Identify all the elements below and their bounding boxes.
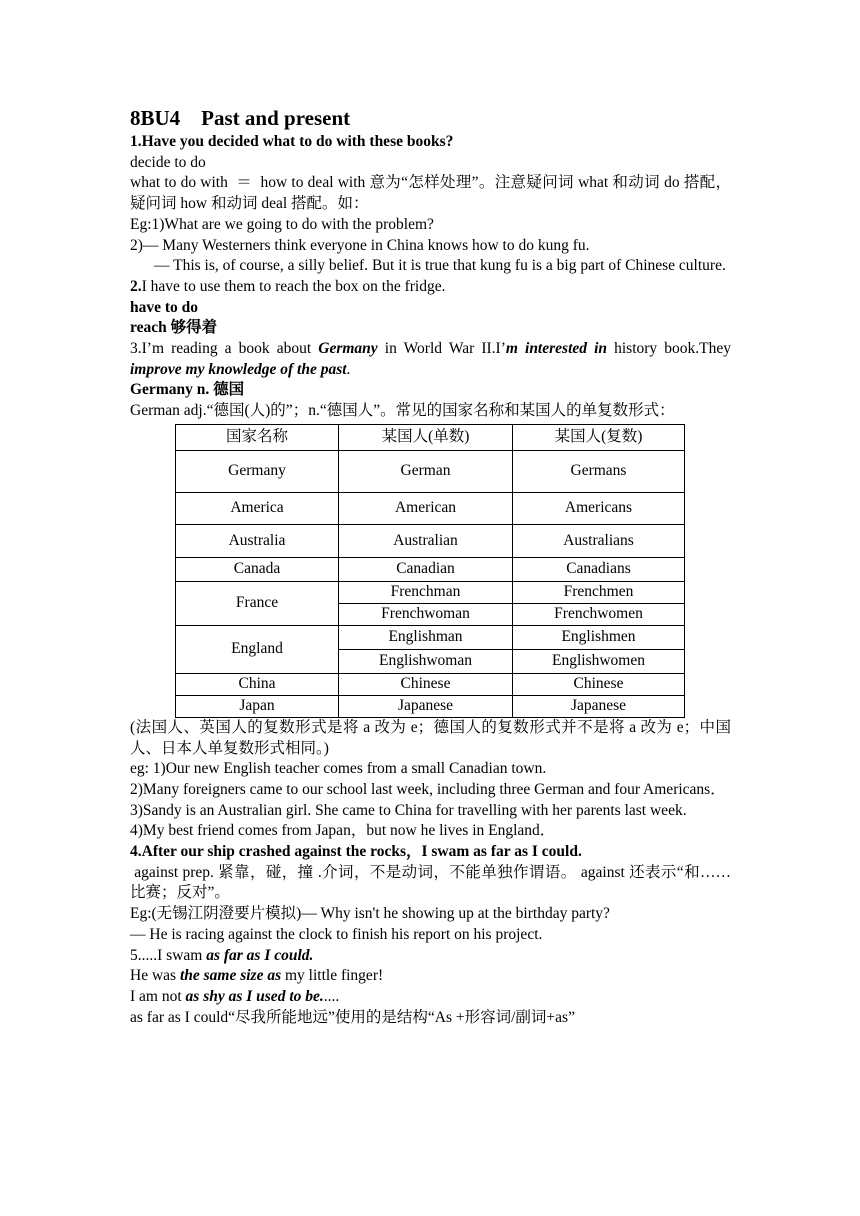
section-2-heading (130, 277, 731, 298)
table-cell: Chinese (513, 673, 685, 695)
document-page (130, 104, 731, 1028)
table-header: 某国人(单数) (339, 424, 513, 450)
s4-line-3: — He is racing against the clock to finish his report on his project. (130, 925, 543, 943)
s3-example-4: 4)My best friend comes from Japan，but now he lives in England． (130, 822, 556, 840)
s3-germany-heading: Germany n. 德国 (130, 381, 245, 399)
table-row (176, 450, 685, 492)
table-cell: China (176, 673, 339, 695)
s1-example-1: Eg:1)What are we going to do with the problem? (130, 215, 434, 233)
s4-line-2: Eg:(无锡江阴澄要片模拟)— Why isn't he showing up at the birthday party? (130, 905, 610, 923)
country-table (175, 424, 685, 718)
s3-emph-2: m interested in (505, 340, 608, 358)
table-row (176, 524, 685, 557)
s5-part: my little finger! (281, 967, 384, 985)
table-cell: German (339, 450, 513, 492)
s1-example-2: 2)— Many Westerners think everyone in China knows how to do kung fu. (130, 236, 590, 254)
s4-line-1: against prep. 紧靠，碰，撞 .介词，不是动词，不能单独作谓语。 against 还表示“和……比赛；反对”。 (130, 863, 731, 902)
s3-part-1: 3.I’m reading a book about (130, 340, 319, 358)
table-cell: Canada (176, 557, 339, 581)
s3-example-3: 3)Sandy is an Australian girl. She came to China for travelling with her parents last week. (130, 801, 687, 819)
s5-emph: the same size as (179, 967, 282, 985)
table-cell: Frenchwomen (513, 603, 685, 625)
s5-line-2 (130, 966, 731, 987)
s3-emph-1: Germany (318, 340, 378, 358)
table-cell: Englishmen (513, 625, 685, 649)
s5-emph: as far as I could. (206, 946, 314, 964)
s3-example-1: eg: 1)Our new English teacher comes from a small Canadian town. (130, 760, 547, 778)
table-note: (法国人、英国人的复数形式是将 a 改为 e；德国人的复数形式并不是将 a 改为 e；中国人、日本人单复数形式相同。) (130, 718, 731, 757)
table-cell: Japanese (513, 695, 685, 717)
s5-part: I am not (130, 987, 186, 1005)
table-row (176, 581, 685, 603)
s5-part: 5.....I swam (130, 946, 207, 964)
table-cell: Japanese (339, 695, 513, 717)
table-header: 某国人(复数) (513, 424, 685, 450)
table-cell: Frenchwoman (339, 603, 513, 625)
table-row (176, 673, 685, 695)
s3-intro: German adj.“德国(人)的”；n.“德国人”。常见的国家名称和某国人的单复数形式： (130, 402, 675, 420)
s2-line-1: have to do (130, 298, 199, 316)
table-cell: Frenchman (339, 581, 513, 603)
s1-example-2-answer: — This is, of course, a silly belief. But it is true that kung fu is a big part of Chinese culture. (154, 257, 726, 275)
section-4-heading: 4.After our ship crashed against the rocks，I swam as far as I could. (130, 843, 582, 861)
s2-line-2: reach 够得着 (130, 319, 218, 337)
table-cell: Chinese (339, 673, 513, 695)
table-cell: America (176, 492, 339, 524)
s3-example-2: 2)Many foreigners came to our school last week, including three German and four Americans． (130, 780, 726, 798)
s1-line-1: decide to do (130, 153, 206, 171)
s3-part-3: history book.They (607, 340, 731, 358)
s2-number: 2. (130, 277, 142, 295)
table-cell: France (176, 581, 339, 625)
s5-line-4: as far as I could“尽我所能地远”使用的是结构“As +形容词/副词+as” (130, 1008, 575, 1026)
s2-sentence: I have to use them to reach the box on the fridge. (141, 277, 446, 295)
section-5-heading (130, 946, 731, 967)
section-3-heading (130, 339, 731, 380)
table-cell: Canadian (339, 557, 513, 581)
s3-emph-3: improve my knowledge of the past (130, 360, 347, 378)
table-cell: Australian (339, 524, 513, 557)
table-cell: Germans (513, 450, 685, 492)
table-cell: Japan (176, 695, 339, 717)
table-cell: Canadians (513, 557, 685, 581)
table-cell: Americans (513, 492, 685, 524)
table-cell: Australia (176, 524, 339, 557)
s3-part-2: in World War II.I’ (377, 340, 506, 358)
table-cell: Englishwomen (513, 649, 685, 673)
s5-part: .... (323, 987, 340, 1005)
table-cell: Frenchmen (513, 581, 685, 603)
table-cell: Australians (513, 524, 685, 557)
table-row (176, 695, 685, 717)
page-title: 8BU4 Past and present (130, 106, 351, 130)
table-header-row (176, 424, 685, 450)
s5-emph: as shy as I used to be. (185, 987, 324, 1005)
table-header: 国家名称 (176, 424, 339, 450)
section-1-heading: 1.Have you decided what to do with these books? (130, 133, 454, 150)
table-cell: England (176, 625, 339, 673)
table-cell: Englishman (339, 625, 513, 649)
table-cell: Englishwoman (339, 649, 513, 673)
table-row (176, 625, 685, 649)
s3-part-4: . (346, 360, 351, 378)
table-row (176, 492, 685, 524)
table-row (176, 557, 685, 581)
table-cell: American (339, 492, 513, 524)
s1-line-2: what to do with ＝ how to deal with 意为“怎样处理”。注意疑问词 what 和动词 do 搭配，疑问词 how 和动词 deal 搭配。如： (130, 174, 731, 213)
s5-part: He was (130, 967, 180, 985)
s5-line-3 (130, 987, 731, 1008)
table-cell: Germany (176, 450, 339, 492)
